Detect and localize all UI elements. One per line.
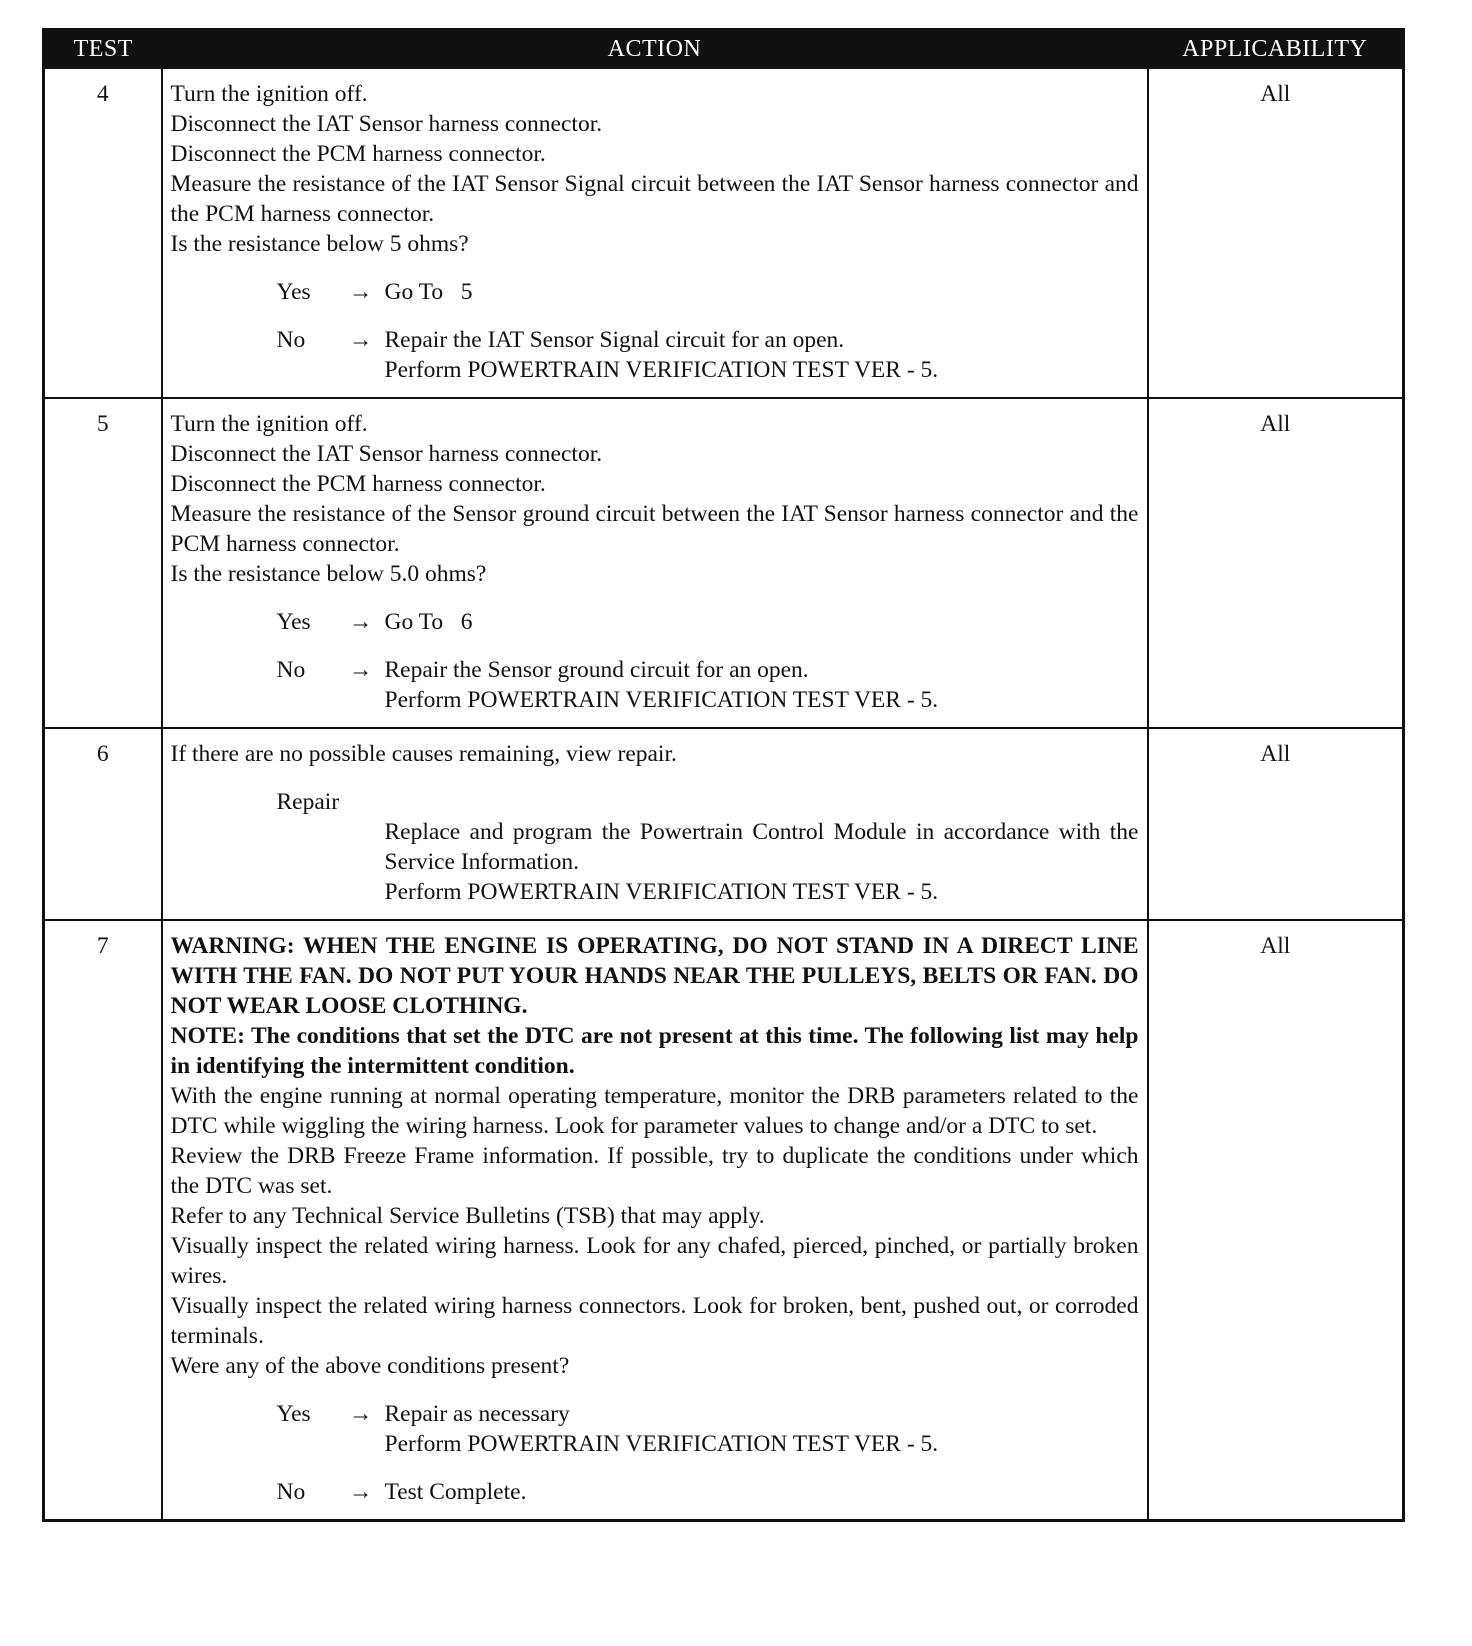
header-action: ACTION [162,30,1148,69]
yes-answer [171,1399,1139,1459]
test-number: 6 [44,728,162,920]
table-header-row [44,30,1404,69]
no-label: No [276,1479,306,1505]
no-label: No [276,657,306,683]
arrow-icon: → [348,327,373,353]
no-answer [171,325,1139,385]
action-step: Disconnect the PCM harness connector. [170,141,546,167]
yes-label: Yes [276,609,311,635]
action-step: Review the DRB Freeze Frame information. If possible, try to duplicate the conditions under which the DTC was set. [170,1143,1139,1199]
action-cell [162,920,1148,1521]
repair-step: Replace and program the Powertrain Control Module in accordance with the Service Information. [384,819,1139,875]
table-row [44,68,1404,398]
applicability-value: All [1148,398,1404,728]
no-label: No [276,327,306,353]
action-step: Disconnect the IAT Sensor harness connector. [170,441,603,467]
diagnostic-test-table [42,28,1405,1522]
action-step: With the engine running at normal operating temperature, monitor the DRB parameters related to the DTC while wiggling the wiring harness. Look for parameter values to change and/or a DTC to set. [170,1083,1139,1139]
no-answer [171,655,1139,715]
no-step: Perform POWERTRAIN VERIFICATION TEST VER - 5. [384,357,939,383]
yes-step: Perform POWERTRAIN VERIFICATION TEST VER - 5. [384,1431,939,1457]
action-cell [162,398,1148,728]
action-step: Measure the resistance of the Sensor ground circuit between the IAT Sensor harness connector and the PCM harness connector. [170,501,1139,557]
arrow-icon: → [348,279,373,305]
warning-text: WARNING: WHEN THE ENGINE IS OPERATING, DO NOT STAND IN A DIRECT LINE WITH THE FAN. DO NOT PUT YOUR HANDS NEAR THE PULLEYS, BELTS OR FAN. DO NOT WEAR LOOSE CLOTHING. [170,933,1139,1019]
action-step: Turn the ignition off. [170,81,368,107]
action-step: Refer to any Technical Service Bulletins (TSB) that may apply. [170,1203,765,1229]
arrow-icon: → [348,1479,373,1505]
repair-label: Repair [276,789,340,815]
repair-instructions [171,817,1139,907]
header-test: TEST [44,30,162,69]
yes-answer [171,277,1139,307]
action-question: Were any of the above conditions present? [170,1353,570,1379]
no-answer [171,1477,1139,1507]
action-question: Is the resistance below 5.0 ohms? [170,561,487,587]
no-step: Test Complete. [384,1479,527,1505]
action-cell [162,68,1148,398]
test-number: 7 [44,920,162,1521]
action-cell [162,728,1148,920]
applicability-value: All [1148,68,1404,398]
header-applicability: APPLICABILITY [1148,30,1404,69]
action-question: Is the resistance below 5 ohms? [170,231,469,257]
arrow-icon: → [348,1401,373,1427]
table-row [44,920,1404,1521]
test-number: 4 [44,68,162,398]
arrow-icon: → [348,609,373,635]
action-step: Turn the ignition off. [170,411,368,437]
action-step: If there are no possible causes remaining, view repair. [170,741,677,767]
yes-label: Yes [276,279,311,305]
test-number: 5 [44,398,162,728]
yes-step: Go To 5 [384,279,473,305]
no-step: Repair the IAT Sensor Signal circuit for an open. [384,327,845,353]
applicability-value: All [1148,920,1404,1521]
applicability-value: All [1148,728,1404,920]
no-step: Repair the Sensor ground circuit for an open. [384,657,809,683]
table-row [44,728,1404,920]
note-text: NOTE: The conditions that set the DTC are not present at this time. The following list may help in identifying the intermittent condition. [170,1023,1139,1079]
action-step: Disconnect the PCM harness connector. [170,471,546,497]
action-step: Visually inspect the related wiring harness. Look for any chafed, pierced, pinched, or partially broken wires. [170,1233,1139,1289]
action-step: Measure the resistance of the IAT Sensor Signal circuit between the IAT Sensor harness connector and the PCM harness connector. [170,171,1139,227]
table-row [44,398,1404,728]
yes-step: Repair as necessary [384,1401,570,1427]
no-step: Perform POWERTRAIN VERIFICATION TEST VER - 5. [384,687,939,713]
repair-step: Perform POWERTRAIN VERIFICATION TEST VER - 5. [384,879,939,905]
arrow-icon: → [348,657,373,683]
yes-answer [171,607,1139,637]
action-step: Disconnect the IAT Sensor harness connector. [170,111,603,137]
yes-label: Yes [276,1401,311,1427]
yes-step: Go To 6 [384,609,473,635]
action-step: Visually inspect the related wiring harness connectors. Look for broken, bent, pushed out, or corroded terminals. [170,1293,1139,1349]
